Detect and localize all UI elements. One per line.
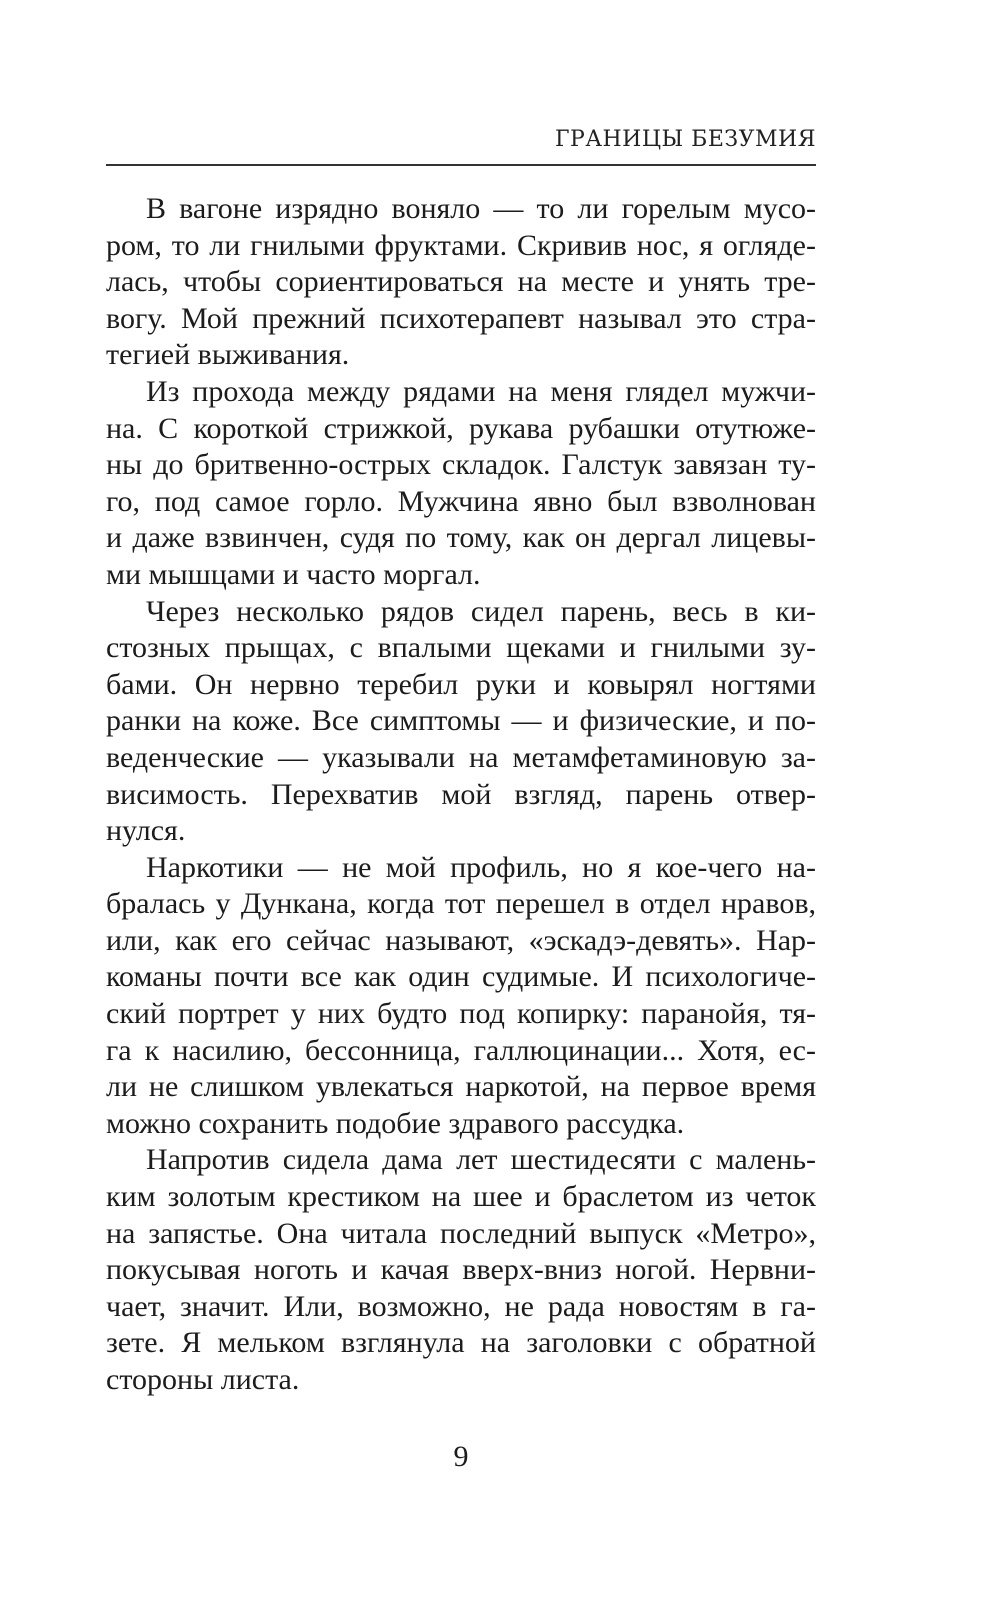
paragraph (106, 594, 816, 850)
text-line: можно сохранить подобие здравого рассудка. (106, 1106, 685, 1140)
text-line: висимость. Перехватив мой взгляд, парень отвер- (106, 777, 816, 811)
text-line: Через несколько рядов сидел парень, весь в ки- (146, 594, 816, 628)
text-line: ский портрет у них будто под копирку: паранойя, тя- (106, 997, 816, 1031)
text-line: на. С короткой стрижкой, рукава рубашки отутюже- (106, 411, 816, 445)
text-line: вогу. Мой прежний психотерапевт называл это стра- (106, 301, 816, 335)
paragraph (106, 1142, 816, 1398)
text-line: го, под самое горло. Мужчина явно был взволнован (106, 484, 816, 518)
text-line: ким золотым крестиком на шее и браслетом из четок (106, 1180, 816, 1214)
paragraph (106, 374, 816, 594)
text-line: Из прохода между рядами на меня глядел мужчи- (146, 374, 816, 408)
book-page (106, 0, 816, 1600)
text-line: бралась у Дункана, когда тот перешел в отдел нравов, (106, 887, 816, 921)
text-line: га к насилию, бессонница, галлюцинации... Хотя, ес- (106, 1033, 816, 1067)
text-line: на запястье. Она читала последний выпуск «Метро», (106, 1216, 816, 1250)
text-line: чает, значит. Или, возможно, не рада новостям в га- (106, 1289, 816, 1323)
text-line: Наркотики — не мой профиль, но я кое-чего на- (146, 850, 816, 884)
text-line: стозных прыщах, с впалыми щеками и гнилыми зу- (106, 631, 816, 665)
paragraph (106, 850, 816, 1143)
text-line: или, как его сейчас называют, «эскадэ-девять». Нар- (106, 923, 816, 957)
text-line: веденческие — указывали на метамфетаминовую за- (106, 740, 816, 774)
text-line: ром, то ли гнилыми фруктами. Скривив нос, я огляде- (106, 228, 816, 262)
text-line: ранки на коже. Все симптомы — и физические, и по- (106, 704, 816, 738)
text-line: зете. Я мельком взглянула на заголовки с обратной (106, 1326, 816, 1360)
text-line: В вагоне изрядно воняло — то ли горелым мусо- (146, 192, 816, 225)
text-line: лась, чтобы сориентироваться на месте и унять тре- (106, 265, 816, 299)
text-line: ны до бритвенно-острых складок. Галстук завязан ту- (106, 448, 816, 482)
body-text (106, 191, 816, 1399)
text-line: стороны листа. (106, 1363, 300, 1396)
text-line: команы почти все как один судимые. И психологиче- (106, 960, 816, 994)
text-line: бами. Он нервно теребил руки и ковырял ногтями (106, 667, 816, 701)
text-line: и даже взвинчен, судя по тому, как он дергал лицевы- (106, 521, 816, 555)
header-rule (106, 164, 816, 166)
paragraph (106, 191, 816, 374)
running-head: ГРАНИЦЫ БЕЗУМИЯ (554, 127, 816, 152)
text-line: ли не слишком увлекаться наркотой, на первое время (106, 1070, 816, 1104)
text-line: покусывая ноготь и качая вверх-вниз ногой. Нервни- (106, 1253, 816, 1287)
text-line: нулся. (106, 814, 186, 848)
text-line: Напротив сидела дама лет шестидесяти с малень- (146, 1143, 816, 1177)
text-line: ми мышцами и часто моргал. (106, 557, 481, 591)
text-line: тегией выживания. (106, 338, 350, 372)
page-number: 9 (453, 1440, 469, 1473)
